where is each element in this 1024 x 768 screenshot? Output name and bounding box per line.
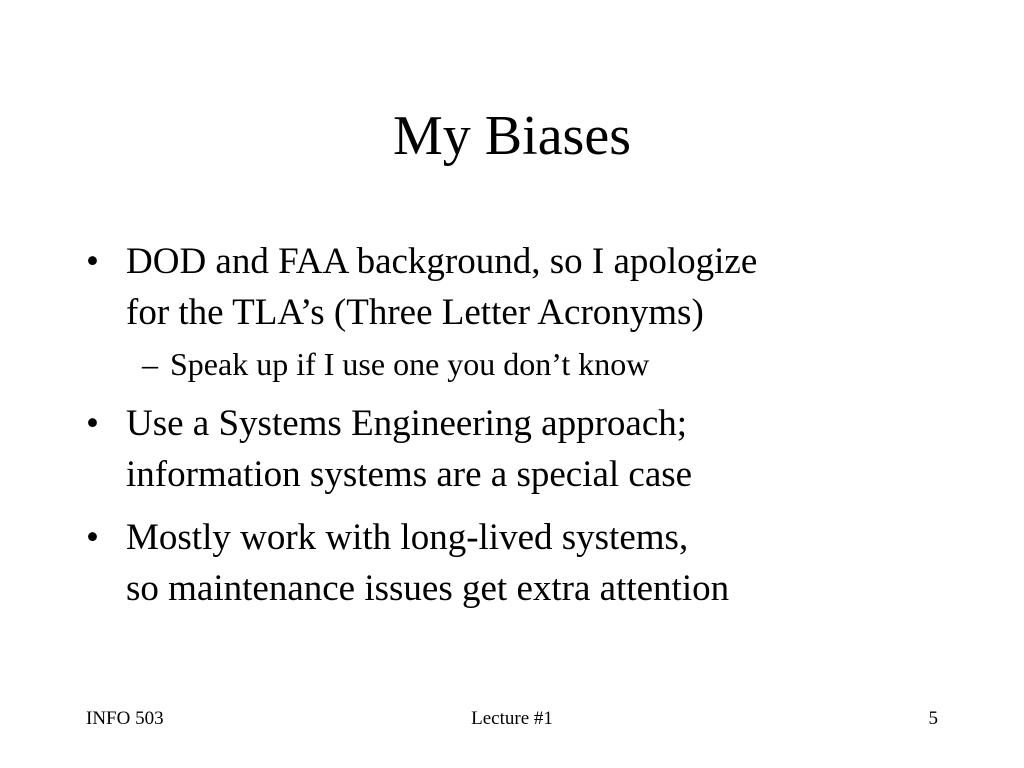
bullet-item	[86, 236, 946, 338]
dash-icon: –	[142, 346, 158, 382]
footer-lecture: Lecture #1	[471, 708, 553, 729]
sub-bullet-text: Speak up if I use one you don’t know	[170, 346, 650, 382]
bullet-text-line: information systems are a special case	[126, 454, 693, 495]
bullet-text-line: DOD and FAA background, so I apologize	[126, 241, 758, 282]
bullet-item	[86, 512, 946, 614]
bullet-icon: •	[86, 241, 99, 282]
slide-title: My Biases	[393, 105, 631, 167]
footer-page-number: 5	[928, 708, 938, 729]
bullet-text-line: Use a Systems Engineering approach;	[126, 403, 688, 444]
bullet-icon: •	[86, 403, 99, 444]
footer-course: INFO 503	[86, 708, 164, 729]
bullet-text-line: Mostly work with long-lived systems,	[126, 517, 689, 558]
bullet-list	[86, 236, 946, 626]
sub-bullet-item	[86, 344, 946, 384]
bullet-item	[86, 398, 946, 500]
bullet-text-line: for the TLA’s (Three Letter Acronyms)	[126, 292, 704, 333]
bullet-icon: •	[86, 517, 99, 558]
bullet-text-line: so maintenance issues get extra attention	[126, 568, 730, 609]
